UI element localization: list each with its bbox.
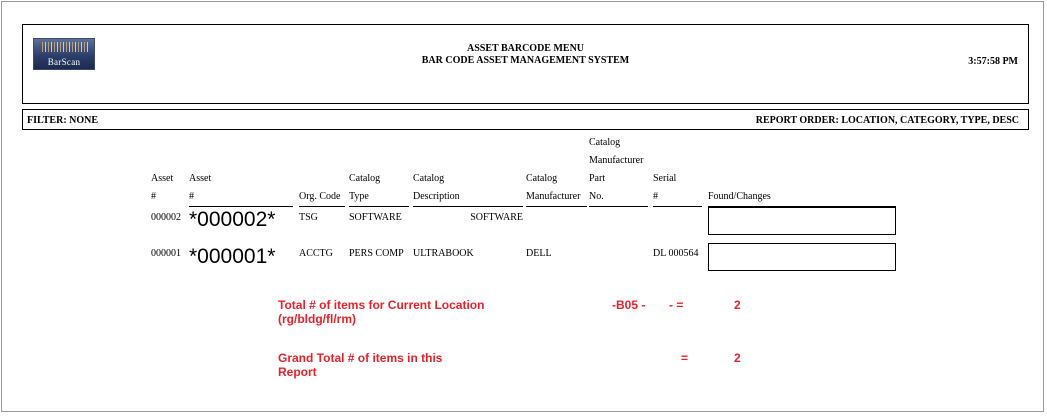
grand-total-label — [278, 351, 442, 379]
header-line: Catalog — [349, 173, 381, 184]
header-line: Asset — [151, 173, 174, 184]
header-line: No. — [589, 191, 604, 202]
header-underline — [299, 206, 345, 207]
report-time: 3:57:58 PM — [968, 56, 1018, 67]
location-code: -B05 - — [612, 298, 646, 312]
cell-catalog-manufacturer: DELL — [526, 248, 552, 259]
cell-asset-number: 000002 — [151, 212, 181, 223]
header-line: Org. Code — [299, 191, 341, 202]
header-line: Description — [413, 191, 460, 202]
report-title-block — [23, 43, 1028, 67]
cell-catalog-description: ULTRABOOK — [413, 248, 474, 259]
cell-org-code: ACCTG — [299, 248, 333, 259]
header-asset-barcode — [189, 170, 211, 206]
cell-org-code: TSG — [299, 212, 318, 223]
header-line: # — [151, 191, 156, 202]
header-catalog-manufacturer — [526, 170, 580, 206]
header-mfr-part-no — [589, 134, 643, 206]
label-line: (rg/bldg/fl/rm) — [278, 312, 356, 326]
header-line: Asset — [189, 173, 212, 184]
cell-asset-barcode: *000002* — [189, 208, 276, 231]
header-line: Catalog — [526, 173, 558, 184]
header-line: Catalog — [589, 137, 621, 148]
header-line: Manufacturer — [526, 191, 581, 202]
report-order-label: REPORT ORDER: LOCATION, CATEGORY, TYPE, DESC — [755, 115, 1019, 126]
location-equals: - = — [669, 298, 684, 312]
location-total-label — [278, 298, 484, 326]
header-underline — [349, 206, 409, 207]
header-line: Type — [349, 191, 369, 202]
report-title: ASSET BARCODE MENU — [466, 43, 585, 54]
header-underline — [526, 206, 587, 207]
header-catalog-description — [413, 170, 460, 206]
location-count: 2 — [734, 298, 741, 312]
report-subtitle: BAR CODE ASSET MANAGEMENT SYSTEM — [421, 55, 630, 66]
header-org-code — [299, 188, 340, 206]
filter-label: FILTER: NONE — [27, 115, 99, 126]
grand-count: 2 — [734, 351, 741, 365]
header-underline — [413, 206, 523, 207]
label-line: Grand Total # of items in this — [278, 351, 443, 365]
label-line: Total # of items for Current Location — [278, 298, 485, 312]
label-line: Report — [278, 365, 317, 379]
header-line: Found/Changes — [708, 191, 771, 202]
cell-catalog-type: PERS COMP — [349, 248, 404, 259]
header-line: # — [189, 191, 194, 202]
cell-catalog-type: SOFTWARE — [349, 212, 402, 223]
header-line: Serial — [653, 173, 677, 184]
header-underline — [653, 206, 702, 207]
grand-equals: = — [681, 351, 689, 365]
header-line: Catalog — [413, 173, 445, 184]
header-serial — [653, 170, 676, 206]
logo-text: BarScan — [47, 57, 81, 67]
header-asset-number — [151, 170, 173, 206]
report-page — [1, 1, 1044, 412]
header-line: Part — [589, 173, 606, 184]
filter-bar — [22, 109, 1029, 130]
cell-serial: DL 000564 — [653, 248, 699, 259]
cell-asset-number: 000001 — [151, 248, 181, 259]
cell-asset-barcode: *000001* — [189, 245, 276, 268]
header-line: # — [653, 191, 658, 202]
found-changes-field[interactable] — [708, 243, 896, 271]
header-found-changes — [708, 188, 771, 206]
report-header — [22, 24, 1029, 104]
found-changes-field[interactable] — [708, 207, 896, 235]
header-catalog-type — [349, 170, 380, 206]
header-underline — [589, 206, 648, 207]
cell-catalog-description: SOFTWARE — [470, 212, 523, 223]
header-underline — [189, 206, 293, 207]
header-line: Manufacturer — [589, 155, 644, 166]
